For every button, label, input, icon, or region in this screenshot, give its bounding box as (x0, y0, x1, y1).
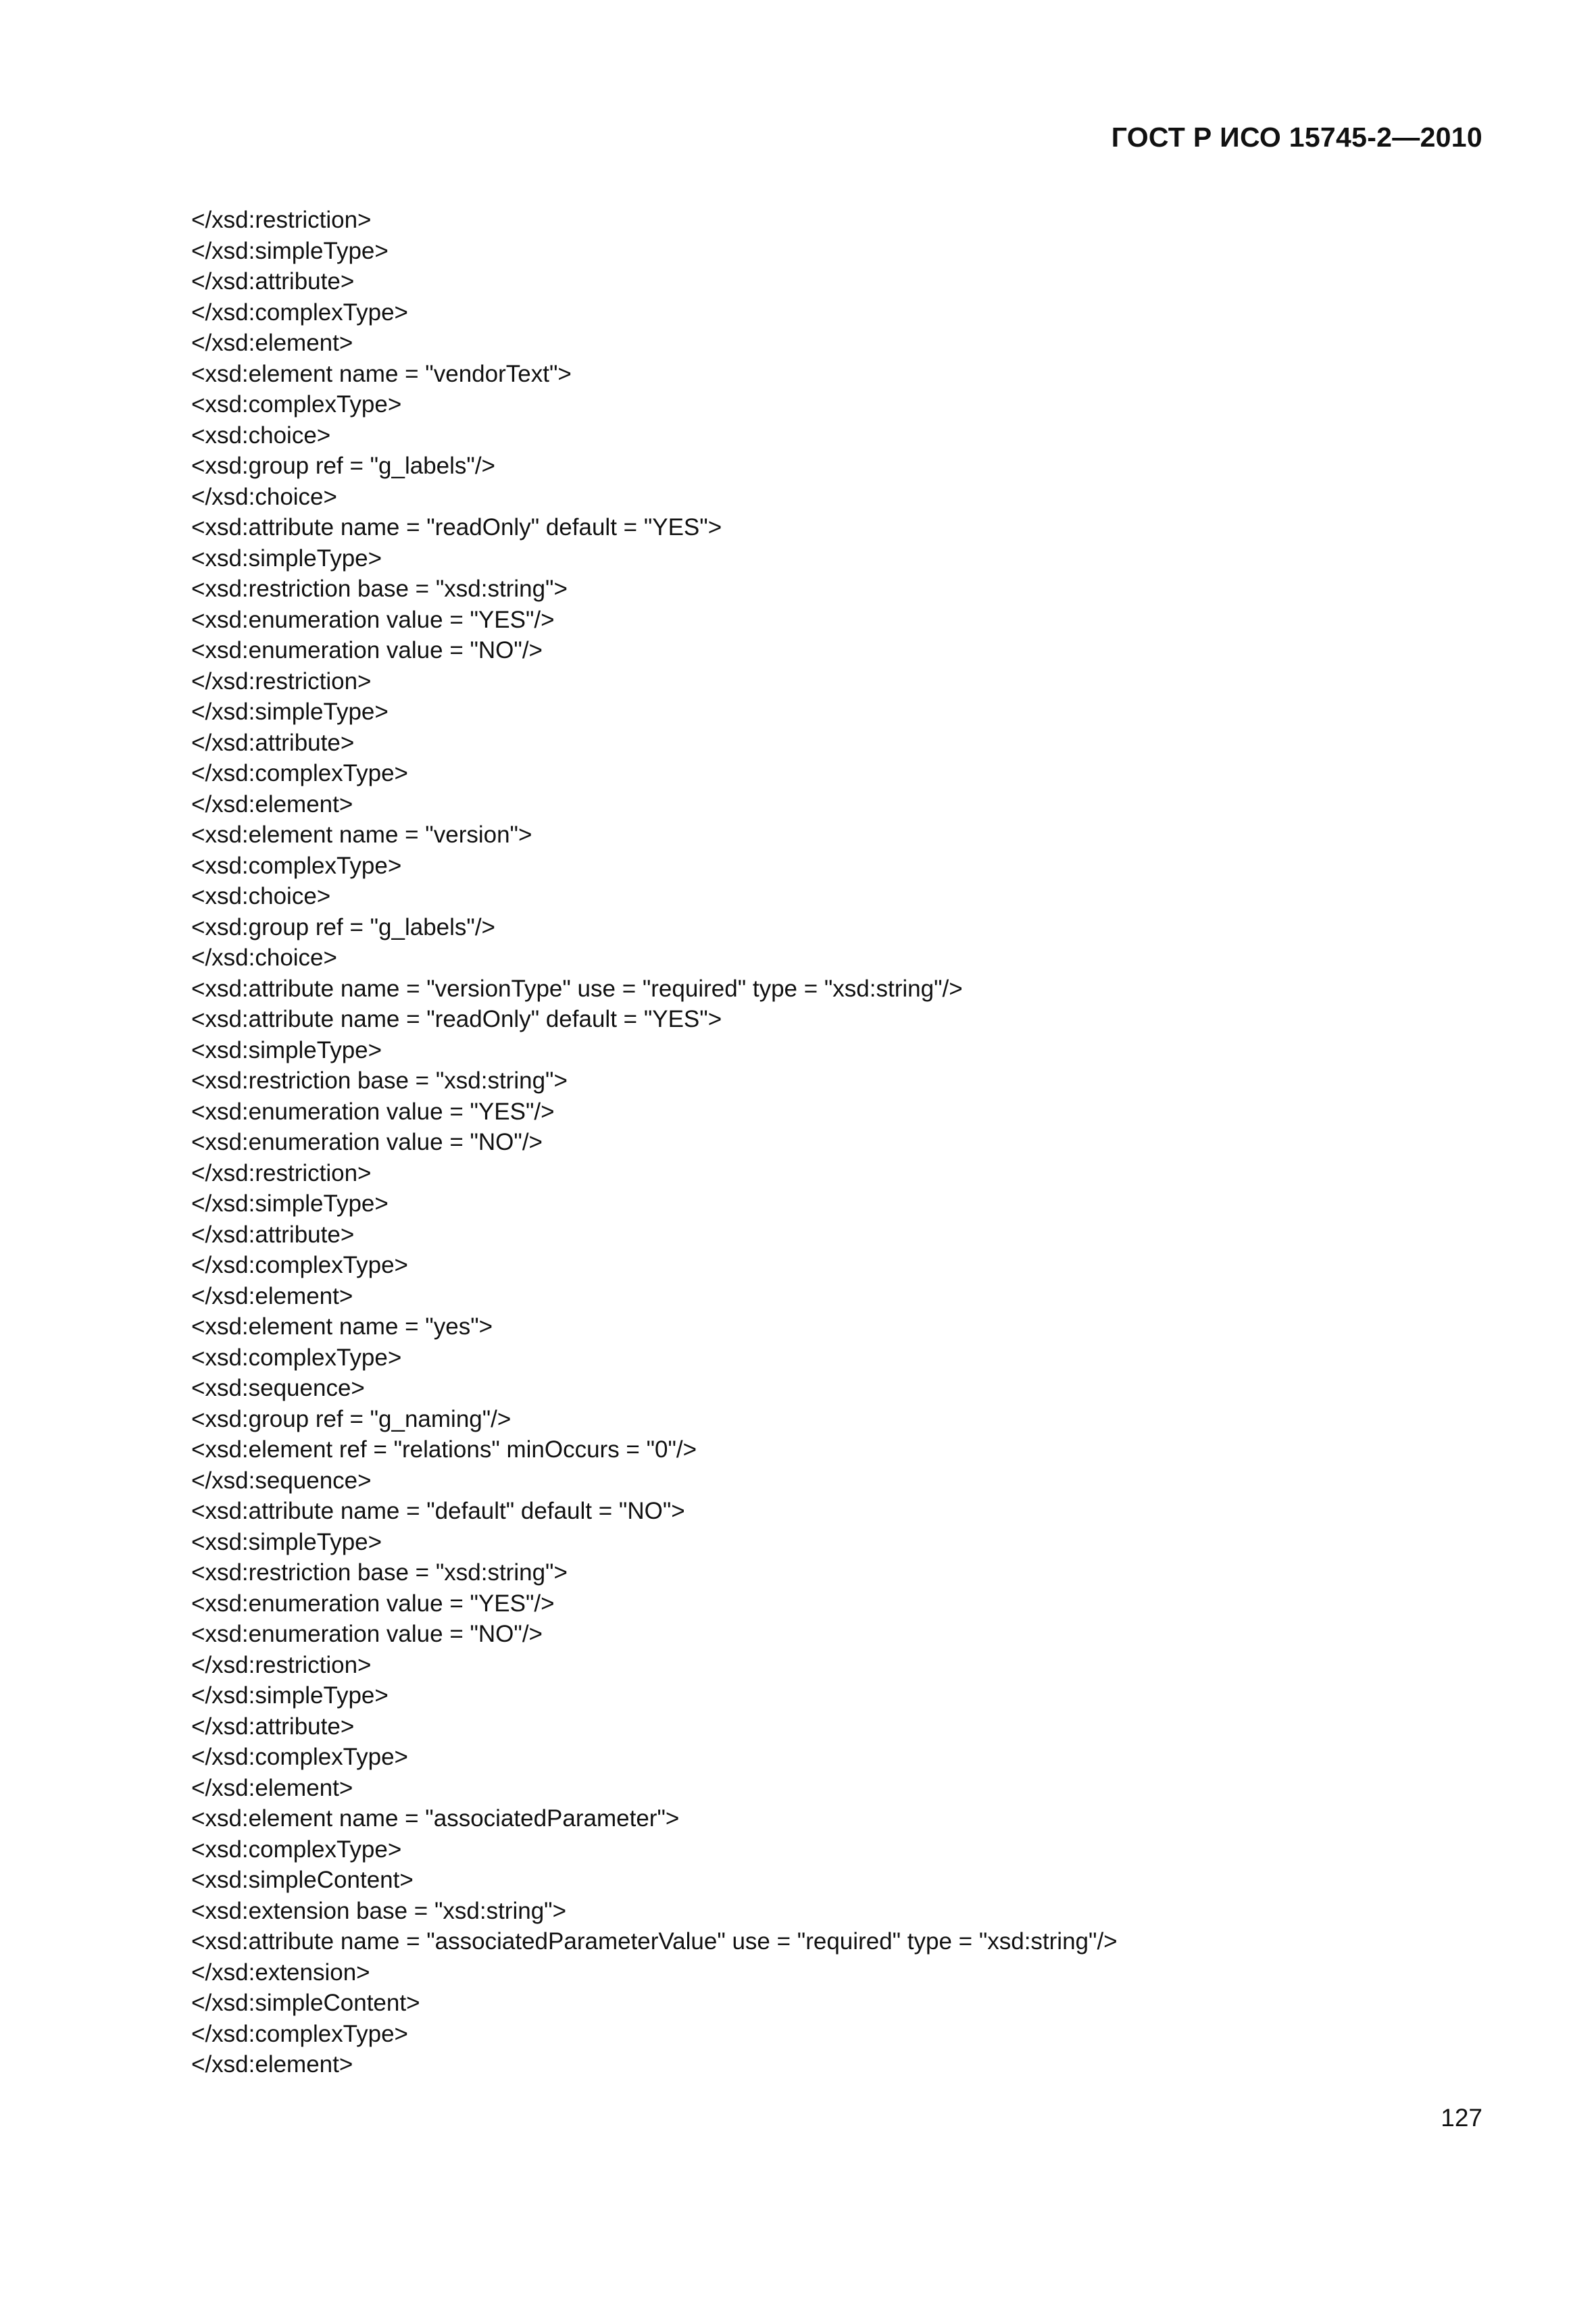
code-line: </xsd:complexType> (191, 1252, 408, 1278)
code-line: <xsd:complexType> (191, 852, 402, 879)
code-line: <xsd:attribute name = "versionType" use = "required" type = "xsd:string"/> (191, 975, 963, 1002)
code-line: <xsd:attribute name = "readOnly" default = "YES"> (191, 1006, 722, 1032)
code-line: </xsd:element> (191, 790, 353, 818)
code-line: </xsd:simpleType> (191, 1190, 389, 1217)
code-line: </xsd:restriction> (191, 1651, 372, 1678)
code-line: </xsd:simpleType> (191, 237, 389, 264)
code-line: </xsd:choice> (191, 483, 337, 510)
code-line: <xsd:restriction base = "xsd:string"> (191, 576, 568, 602)
code-line: <xsd:attribute name = "default" default = "NO"> (191, 1498, 685, 1524)
page-number: 127 (1441, 2104, 1482, 2132)
code-line: <xsd:group ref = "g_labels"/> (191, 913, 495, 940)
code-line: <xsd:element name = "vendorText"> (191, 360, 572, 387)
code-line: <xsd:simpleType> (191, 1528, 382, 1555)
code-line: <xsd:complexType> (191, 1836, 402, 1863)
code-line: <xsd:enumeration value = "NO"/> (191, 1621, 543, 1647)
code-line: <xsd:group ref = "g_labels"/> (191, 453, 495, 479)
code-line: <xsd:extension base = "xsd:string"> (191, 1897, 567, 1924)
code-line: <xsd:simpleType> (191, 545, 382, 572)
code-line: </xsd:element> (191, 2051, 353, 2078)
code-line: </xsd:restriction> (191, 1159, 372, 1186)
code-line: <xsd:element name = "version"> (191, 822, 532, 848)
code-line: </xsd:sequence> (191, 1467, 372, 1494)
code-line: </xsd:complexType> (191, 760, 408, 786)
code-line: </xsd:attribute> (191, 268, 355, 295)
code-line: </xsd:attribute> (191, 1221, 355, 1248)
code-line: </xsd:complexType> (191, 299, 408, 326)
code-line: </xsd:restriction> (191, 207, 372, 233)
code-line: </xsd:element> (191, 1774, 353, 1801)
code-line: <xsd:element name = "yes"> (191, 1313, 493, 1340)
code-line: <xsd:enumeration value = "YES"/> (191, 1590, 555, 1617)
code-line: </xsd:element> (191, 330, 353, 356)
code-line: <xsd:choice> (191, 422, 331, 449)
code-line: </xsd:complexType> (191, 2020, 408, 2047)
code-line: </xsd:simpleType> (191, 699, 389, 725)
code-line: </xsd:complexType> (191, 1744, 408, 1770)
code-line: </xsd:extension> (191, 1959, 370, 1986)
code-line: </xsd:attribute> (191, 1713, 355, 1740)
code-line: <xsd:attribute name = "associatedParameterValue" use = "required" type = "xsd:string"/> (191, 1928, 1118, 1955)
code-line: </xsd:simpleType> (191, 1682, 389, 1709)
code-line: </xsd:attribute> (191, 729, 355, 756)
code-line: <xsd:complexType> (191, 391, 402, 418)
code-line: </xsd:simpleContent> (191, 1990, 420, 2016)
code-line: <xsd:enumeration value = "NO"/> (191, 637, 543, 663)
code-line: <xsd:complexType> (191, 1344, 402, 1371)
code-line: <xsd:simpleContent> (191, 1867, 414, 1893)
code-line: <xsd:group ref = "g_naming"/> (191, 1405, 512, 1432)
code-line: <xsd:attribute name = "readOnly" default = "YES"> (191, 514, 722, 540)
code-line: </xsd:choice> (191, 945, 337, 971)
xsd-code-listing (191, 205, 1509, 2080)
code-line: </xsd:element> (191, 1282, 353, 1309)
code-line: <xsd:element ref = "relations" minOccurs = "0"/> (191, 1436, 697, 1463)
code-line: <xsd:simpleType> (191, 1036, 382, 1063)
code-line: <xsd:choice> (191, 883, 331, 909)
code-line: </xsd:restriction> (191, 668, 372, 695)
code-line: <xsd:restriction base = "xsd:string"> (191, 1067, 568, 1094)
code-line: <xsd:element name = "associatedParameter"> (191, 1805, 680, 1832)
code-line: <xsd:enumeration value = "YES"/> (191, 1098, 555, 1125)
page-header-standard-id: ГОСТ Р ИСО 15745-2—2010 (1111, 122, 1482, 153)
code-line: <xsd:restriction base = "xsd:string"> (191, 1559, 568, 1586)
code-line: <xsd:sequence> (191, 1375, 365, 1401)
code-line: <xsd:enumeration value = "YES"/> (191, 606, 555, 633)
code-line: <xsd:enumeration value = "NO"/> (191, 1129, 543, 1155)
